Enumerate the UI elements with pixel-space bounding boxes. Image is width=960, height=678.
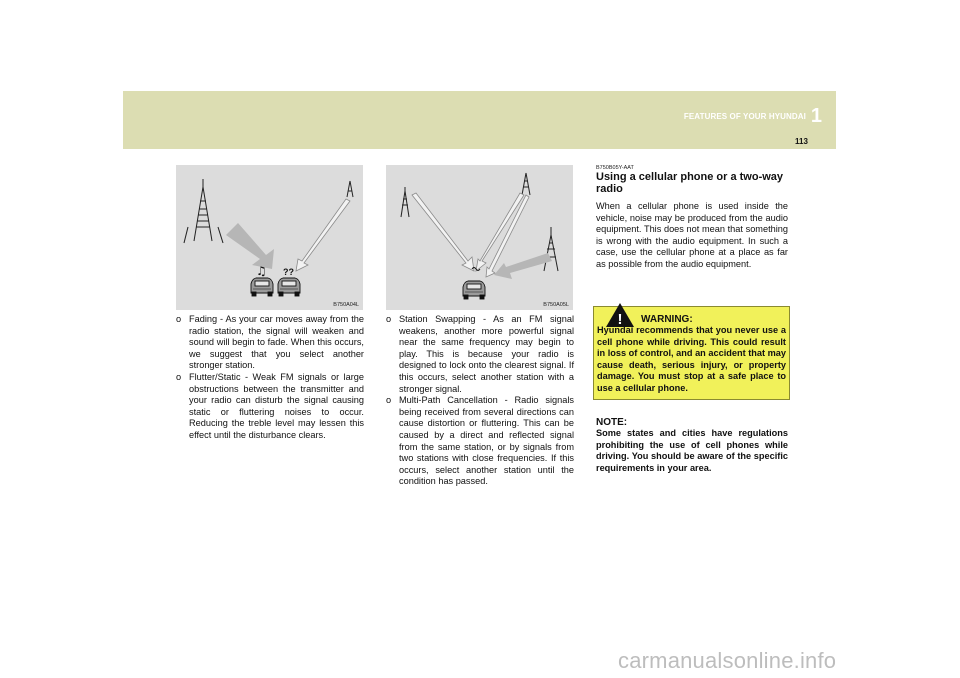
page-number: 113 (795, 137, 808, 146)
warning-title: WARNING: (641, 314, 693, 325)
bullet-marker: o (386, 314, 392, 324)
signal-arrow-right (296, 199, 350, 271)
header-chapter-number: 1 (810, 105, 822, 127)
bullet-marker: o (176, 314, 182, 324)
bullet-list-col2 (386, 314, 574, 488)
fading-illustration (176, 165, 363, 310)
bullet-marker: o (386, 395, 392, 406)
car-icon (463, 281, 485, 299)
question-marks: ?? (283, 267, 294, 277)
note-title: NOTE: (596, 417, 628, 428)
note-text: Some states and cities have regulations prohibiting the use of cell phones while driving. You should be aware of the specific requirements in your area. (596, 428, 788, 473)
warning-symbol: ! (617, 311, 623, 328)
tower-right-icon (544, 227, 558, 271)
list-item (176, 372, 364, 442)
signal-arrow-left (412, 193, 474, 271)
section-title: Using a cellular phone or a two-way radio (596, 171, 784, 195)
figure-code: B750A05L (543, 302, 569, 308)
section-body: When a cellular phone is used inside the vehicle, noise may be produced from the audio equipment. This does not mean that something is wrong with the audio equipment. In such a case, use the cellular phone at a place as far as possible from the audio equipment. (596, 201, 788, 269)
watermark: carmanualsonline.info (618, 648, 837, 673)
tower-left-icon (184, 179, 223, 243)
signal-arrow-top-a (476, 193, 524, 271)
figure-multipath (386, 165, 573, 310)
car-icon (278, 278, 300, 296)
header-section-title: FEATURES OF YOUR HYUNDAI (683, 112, 806, 121)
header-band (123, 91, 836, 149)
tower-right-icon (347, 181, 353, 197)
list-item (386, 395, 574, 488)
warning-text: Hyundai recommends that you never use a cell phone while driving. This could result in loss of control, and an accident that may cause death, serious injury, or property damage. You must stop at a safe place to use a cellular phone. (597, 325, 786, 393)
bullet-list-col1 (176, 314, 364, 442)
list-item (386, 314, 574, 395)
bullet-text: Flutter/Static - Weak FM signals or large obstructions between the transmitter and your radio can disturb the signal causing static or fluttering noises to occur. Reducing the treble level may lessen this effect until the disturbance clears. (189, 371, 364, 440)
car-icon (251, 278, 273, 296)
bullet-text: Station Swapping - As an FM signal weakens, another more powerful signal near the same frequency may begin to play. This is because your radio is designed to lock onto the clearest signal. If this occurs, select another station with a stronger signal. (399, 314, 574, 394)
figure-code: B750A04L (333, 302, 359, 308)
music-note-icon: ♫ (256, 264, 267, 278)
bullet-text: Fading - As your car moves away from the radio station, the signal will weaken and sound will begin to fade. When this occurs, we suggest that you select another stronger station. (189, 314, 364, 371)
tower-left-icon (401, 187, 409, 217)
list-item (176, 314, 364, 372)
bullet-text: Multi-Path Cancellation - Radio signals being received from several directions can cause distortion or fluttering. This can be caused by a direct and reflected signal from the same station, or by signals from two stations with close frequencies. If this occurs, select another station until the condition has passed. (399, 395, 574, 487)
tower-top-icon (522, 173, 530, 195)
multipath-illustration (386, 165, 573, 310)
warning-box (593, 306, 790, 400)
signal-arrow-right (494, 253, 552, 279)
signal-arrow-left (226, 223, 274, 269)
figure-fading (176, 165, 363, 310)
bullet-marker: o (176, 371, 182, 382)
section-code: B750B05Y-AAT (596, 165, 634, 171)
